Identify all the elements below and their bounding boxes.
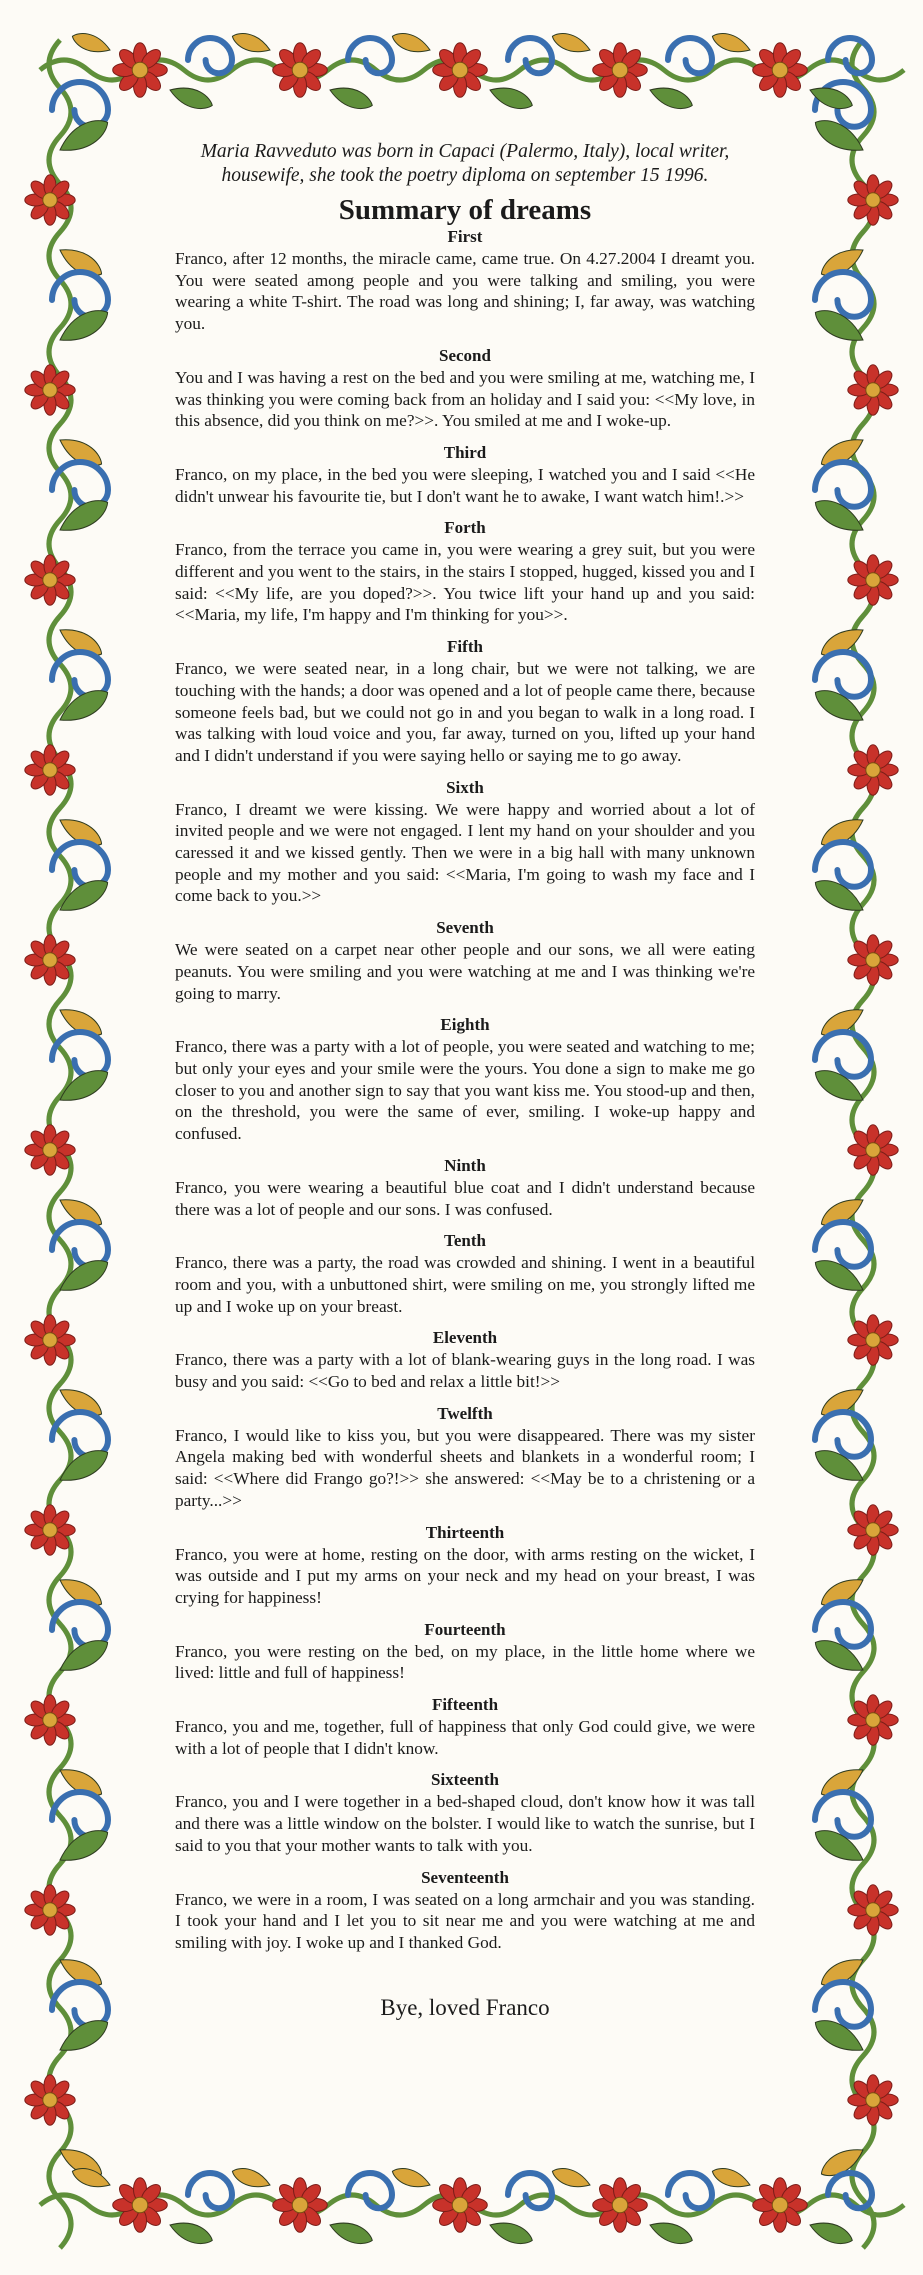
flower-center-ornament [866,1333,880,1347]
leaf-ornament [487,82,535,114]
flower-center-ornament [292,62,308,78]
leaf-ornament [647,2217,695,2249]
scroll-ornament [188,2173,232,2208]
flower-center-ornament [612,2197,628,2213]
leaf-ornament [390,2164,433,2192]
leaf-ornament [647,82,695,114]
dream-text: Franco, on my place, in the bed you were sleeping, I watched you and I said <<He didn't unwear his favourite tie, but I don't want he to awake, I want watch him!.>> [175,464,755,506]
flower-center-ornament [866,573,880,587]
leaf-ornament [550,2164,593,2192]
dream-text: Franco, you and I were together in a bed-shaped cloud, don't know how it was tall and there was a little window on the bolster. I would like to watch the sunrise, but I said to you that your mother wants to talk with you. [175,1792,755,1855]
flower-center-ornament [292,2197,308,2213]
author-intro: Maria Ravveduto was born in Capaci (Palermo, Italy), local writer, housewife, she took the poetry diploma on september 15 1996. [200,141,730,186]
dream-section [175,636,755,767]
dream-text: Franco, from the terrace you came in, you were wearing a grey suit, but you were different and you went to the stairs, in the stairs I stopped, hugged, kissed you and I said: <<My life, are you doped?>>. You twice lift your hand up and you said: <<Maria, my life, I'm happy and I'm thinking for you>>. [175,540,755,625]
flower-center-ornament [866,1143,880,1157]
scroll-ornament [668,38,712,73]
dream-section [175,1327,755,1392]
leaf-ornament [710,29,753,57]
scroll-ornament [508,2173,552,2208]
dream-section [175,1619,755,1684]
dream-section [175,517,755,626]
flower-center-ornament [866,763,880,777]
dream-text: You and I was having a rest on the bed and you were smiling at me, watching me, I was thinking you were coming back from an holiday and I said you: <<My love, in this absence, did you think on me?>>. You smiled at me and I woke-up. [175,367,755,431]
dream-section [175,777,755,908]
dream-heading: Second [439,345,491,365]
flower-center-ornament [43,1523,57,1537]
leaf-ornament [327,82,375,114]
dream-heading: Eighth [440,1015,490,1035]
dream-section [175,442,755,507]
dream-heading: Eleventh [432,1328,498,1348]
dream-section [175,1694,755,1759]
flower-center-ornament [866,1713,880,1727]
leaf-ornament [230,29,273,57]
dream-section [175,1867,755,1954]
dream-text: Franco, there was a party, the road was crowded and shining. I went in a beautiful room and you, with a unbuttoned shirt, were smiling on me, you strongly lifted me up and I woke up on your breast. [175,1253,755,1316]
dream-text: Franco, we were in a room, I was seated on a long armchair and you was standing. I took your hand and I let you to sit near me and you were watching at me and smiling with joy. I woke up and I thanked God. [175,1889,755,1952]
scroll-ornament [348,38,392,73]
flower-center-ornament [132,2197,148,2213]
dream-text: Franco, you were wearing a beautiful blue coat and I didn't understand because there was a lot of people and our sons. I was confused. [175,1177,755,1219]
dream-section [175,1230,755,1317]
dream-heading: Tenth [444,1231,486,1251]
leaf-ornament [167,2217,215,2249]
dream-heading: Third [443,442,487,462]
dream-heading: First [447,227,483,246]
flower-center-ornament [866,383,880,397]
leaf-ornament [230,2164,273,2192]
flower-center-ornament [866,953,880,967]
dream-heading: Fifth [447,637,483,657]
document-body [175,140,755,2022]
document-title: Summary of dreams [338,194,592,226]
dream-heading: Forth [444,518,486,538]
flower-center-ornament [43,573,57,587]
dream-section [175,226,755,335]
leaf-ornament [390,29,433,57]
flower-center-ornament [452,62,468,78]
scroll-ornament [668,2173,712,2208]
flower-center-ornament [43,763,57,777]
dream-text: Franco, we were seated near, in a long chair, but we were not talking, we are touching with the hands; a door was opened and a lot of people came there, because someone feels bad, but we could not go in and you began to walk in a long road. I was talking with loud voice and you, far away, turned on you, lifted up your hand and I didn't understand if you were saying hello or saying me to go away. [175,659,755,765]
flower-center-ornament [866,1903,880,1917]
dream-text: Franco, there was a party with a lot of people, you were seated and watching to me; but only your eyes and your smile were the yours. You done a sign to make me go closer to you and another sign to say that you want kiss me. You stood-up and then, on the threshold, you were the same of ever, smiling. I woke-up happy and confused. [175,1037,755,1144]
leaf-ornament [710,2164,753,2192]
scroll-ornament [828,38,872,73]
leaf-ornament [487,2217,535,2249]
scroll-ornament [348,2173,392,2208]
flower-center-ornament [612,62,628,78]
dream-heading: Sixth [446,777,484,797]
dream-text: Franco, I would like to kiss you, but you were disappeared. There was my sister Angela making bed with wonderful sheets and blankets in a wonderful room; I said: <<Where did Frango go?!>> she answered: <<May be to a christening or a party...>> [175,1425,755,1510]
flower-center-ornament [43,383,57,397]
dream-text: Franco, you were resting on the bed, on my place, in the little home where we lived: little and full of happiness! [175,1641,755,1683]
flower-center-ornament [772,2197,788,2213]
dream-text: Franco, you were at home, resting on the door, with arms resting on the wicket, I was outside and I put my arms on your neck and my head on your breast, I was crying for happiness! [175,1544,755,1607]
flower-center-ornament [772,62,788,78]
dream-heading: Seventh [436,918,494,938]
leaf-ornament [70,29,113,57]
dream-section [175,1014,755,1145]
dream-text: We were seated on a carpet near other people and our sons, we all were eating peanuts. You were smiling and you were watching at me and I was thinking we're going to marry. [175,940,755,1003]
dream-heading: Fourteenth [424,1619,506,1639]
flower-center-ornament [43,193,57,207]
leaf-ornament [327,2217,375,2249]
flower-center-ornament [43,1143,57,1157]
scroll-ornament [508,38,552,73]
dream-heading: Twelfth [437,1403,493,1423]
dream-section [175,917,755,1004]
dream-text: Franco, you and me, together, full of happiness that only God could give, we were with a lot of people that I didn't know. [175,1717,755,1758]
dream-heading: Fifteenth [431,1695,499,1715]
flower-center-ornament [452,2197,468,2213]
dream-heading: Thirteenth [425,1522,505,1542]
dream-section [175,1522,755,1609]
dream-sections [175,226,755,1954]
flower-center-ornament [132,62,148,78]
leaf-ornament [550,29,593,57]
dream-heading: Sixteenth [431,1770,499,1790]
scroll-ornament [188,38,232,73]
dream-text: Franco, I dreamt we were kissing. We were happy and worried about a lot of invited people and we were not engaged. I lent my hand on your shoulder and you caressed it and we kissed gently. Then we were in a big hall with many unknown people and my mother and you said: <<Maria, I'm going to wash my face and I come back to you.>> [175,799,755,906]
dream-heading: Ninth [444,1155,486,1175]
dream-section [175,1155,755,1220]
dream-text: Franco, there was a party with a lot of blank-wearing guys in the long road. I was busy and you said: <<Go to bed and relax a little bit!>> [175,1350,755,1392]
dream-heading: Seventeenth [421,1867,509,1887]
dream-section [175,1769,755,1856]
flower-center-ornament [43,1713,57,1727]
flower-center-ornament [43,953,57,967]
flower-center-ornament [43,2093,57,2107]
leaf-ornament [167,82,215,114]
dream-text: Franco, after 12 months, the miracle came, came true. On 4.27.2004 I dreamt you. You were seated among people and you were talking and smiling, you were wearing a white T-shirt. The road was long and shining; I, far away, was watching you. [175,249,755,334]
dream-section [175,345,755,432]
flower-center-ornament [866,2093,880,2107]
flower-center-ornament [43,1333,57,1347]
flower-center-ornament [866,193,880,207]
closing-line: Bye, loved Franco [380,1994,550,2020]
flower-center-ornament [866,1523,880,1537]
flower-center-ornament [43,1903,57,1917]
dream-section [175,1403,755,1512]
leaf-ornament [807,2217,855,2249]
